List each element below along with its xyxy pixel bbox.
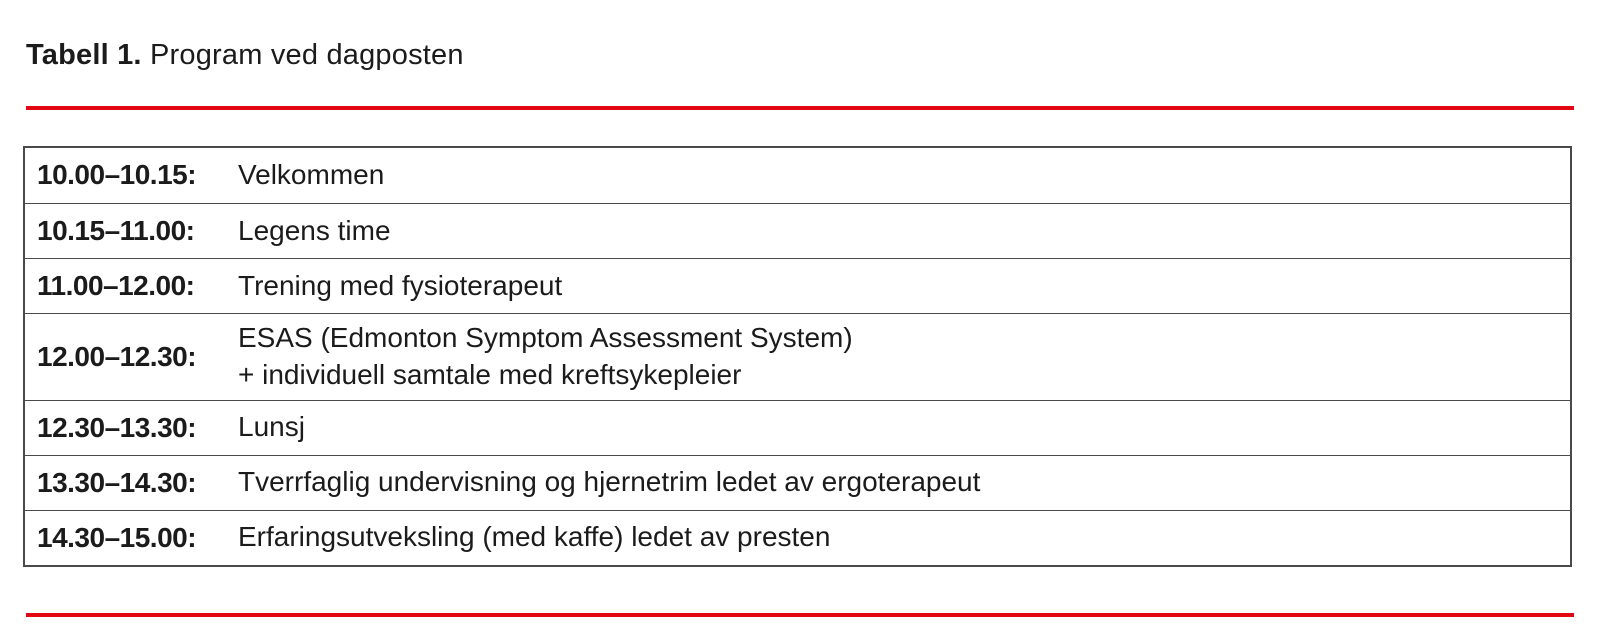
table-row [25,455,1570,510]
activity-line: Legens time [238,214,391,246]
activity-line: Velkommen [238,159,385,191]
program-table-body [25,148,1570,565]
activity-line: ESAS (Edmonton Symptom Assessment System) [238,322,853,353]
activity-cell [238,464,1570,501]
activity-line: + individuell samtale med kreftsykepleier [238,358,742,390]
program-table [23,146,1572,567]
activity-cell [238,268,1570,305]
activity-cell [238,157,1570,194]
activity-line: Trening med fysioterapeut [238,269,563,301]
table-row [25,400,1570,455]
activity-cell [238,409,1570,446]
table-row [25,258,1570,313]
table-title-text: Program ved dagposten [149,39,464,71]
activity-cell [238,213,1570,250]
activity-cell [238,519,1570,556]
table-row [25,148,1570,203]
time-cell: 12.00–12.30: [37,340,197,372]
time-cell: 10.00–10.15: [37,159,197,191]
time-cell: 13.30–14.30: [37,466,197,498]
activity-cell [238,320,1570,394]
activity-line: Lunsj [238,411,305,443]
time-cell: 14.30–15.00: [37,521,197,553]
table-title [26,38,464,73]
time-cell: 12.30–13.30: [37,411,197,443]
table-title-label: Tabell 1. [26,39,142,71]
top-red-rule [26,106,1574,110]
time-cell: 11.00–12.00: [37,269,195,301]
bottom-red-rule [26,613,1574,617]
table-row [25,313,1570,400]
table-row [25,510,1570,565]
activity-line: Erfaringsutveksling (med kaffe) ledet av presten [238,521,831,553]
time-cell: 10.15–11.00: [37,214,195,246]
table-row [25,203,1570,258]
activity-line: Tverrfaglig undervisning og hjernetrim ledet av ergoterapeut [238,466,981,498]
